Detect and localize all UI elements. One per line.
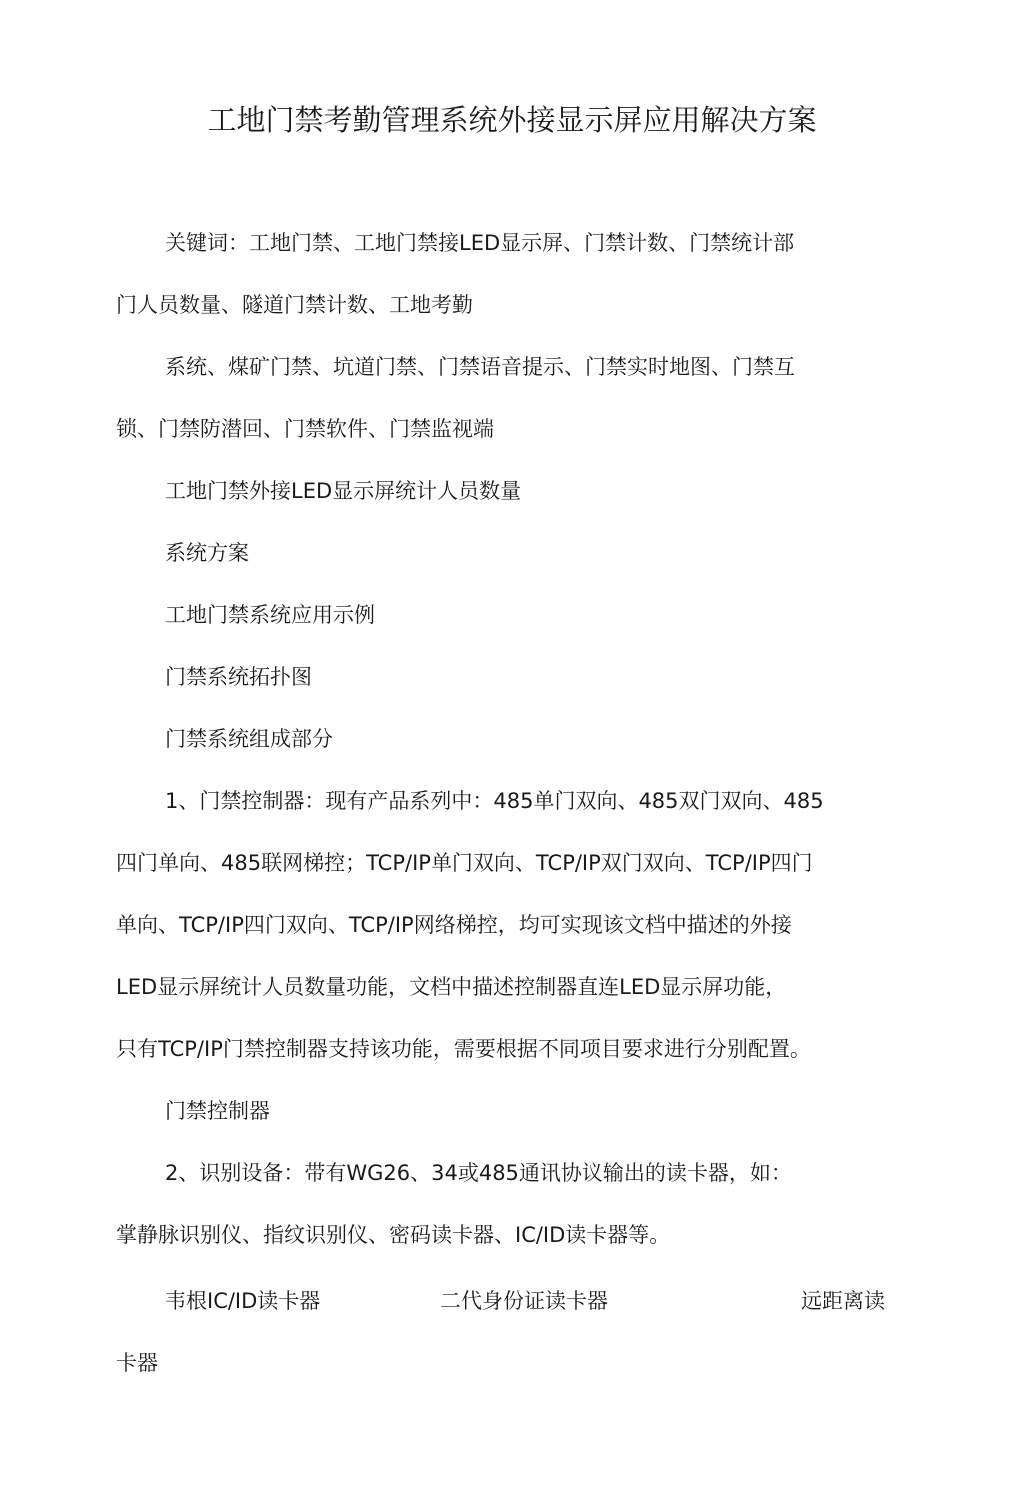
paragraph-controller-line-3: 单向、TCP/IP四门双向、TCP/IP网络梯控，均可实现该文档中描述的外接 [116,913,792,937]
keywords-line-4: 锁、门禁防潜回、门禁软件、门禁监视端 [116,417,494,441]
paragraph-controller-line-1: 1、门禁控制器：现有产品系列中：485单门双向、485双门双向、485 [165,789,824,813]
caption-wiegand-reader: 韦根IC/ID读卡器 [165,1289,321,1313]
section-heading-topology: 门禁系统拓扑图 [165,665,312,689]
caption-id-card-reader: 二代身份证读卡器 [440,1289,608,1313]
keywords-line-3: 系统、煤矿门禁、坑道门禁、门禁语音提示、门禁实时地图、门禁互 [165,355,795,379]
paragraph-controller-line-4: LED显示屏统计人员数量功能，文档中描述控制器直连LED显示屏功能， [116,975,787,999]
caption-long-range-reader-cont: 卡器 [116,1351,158,1375]
caption-controller: 门禁控制器 [165,1099,270,1123]
section-heading-led-count: 工地门禁外接LED显示屏统计人员数量 [165,479,522,503]
paragraph-controller-line-5: 只有TCP/IP门禁控制器支持该功能，需要根据不同项目要求进行分别配置。 [116,1037,811,1061]
paragraph-device-line-2: 掌静脉识别仪、指纹识别仪、密码读卡器、IC/ID读卡器等。 [116,1223,671,1247]
section-heading-example: 工地门禁系统应用示例 [165,603,375,627]
paragraph-controller-line-2: 四门单向、485联网梯控；TCP/IP单门双向、TCP/IP双门双向、TCP/IP四门 [116,851,813,875]
keywords-line-2: 门人员数量、隧道门禁计数、工地考勤 [116,293,473,317]
paragraph-device-line-1: 2、识别设备：带有WG26、34或485通讯协议输出的读卡器，如： [165,1161,792,1185]
caption-long-range-reader: 远距离读 [801,1289,885,1313]
keywords-line-1: 关键词：工地门禁、工地门禁接LED显示屏、门禁计数、门禁统计部 [165,231,795,255]
section-heading-system-plan: 系统方案 [165,541,249,565]
document-title: 工地门禁考勤管理系统外接显示屏应用解决方案 [207,103,817,137]
section-heading-components: 门禁系统组成部分 [165,727,333,751]
